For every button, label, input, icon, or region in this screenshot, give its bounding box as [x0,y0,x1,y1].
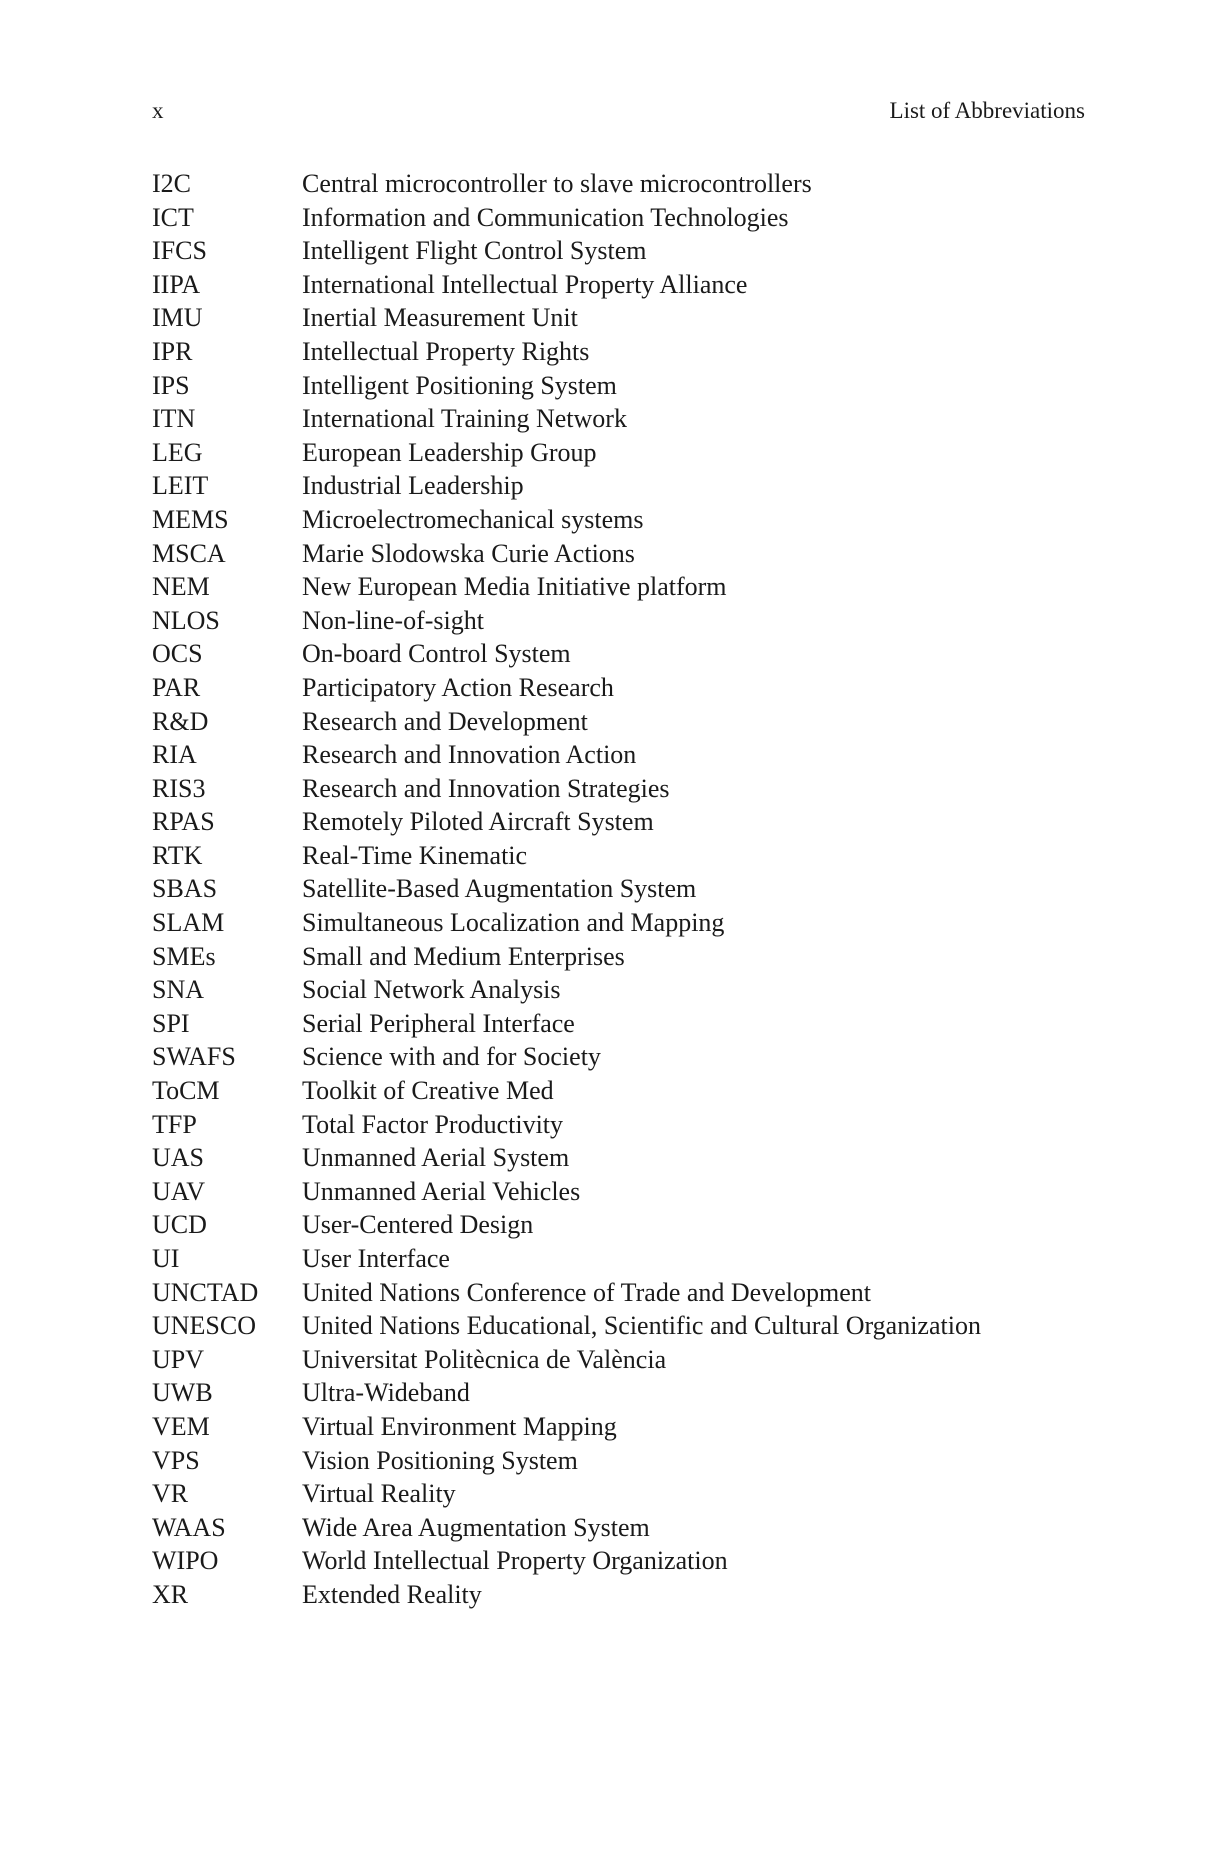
abbreviation-definition: Simultaneous Localization and Mapping [302,908,725,938]
section-title: List of Abbreviations [889,98,1085,123]
abbreviation-definition: Research and Innovation Strategies [302,773,670,803]
abbreviation-term: SBAS [152,874,218,904]
abbreviation-term: LEIT [152,471,209,501]
abbreviation-term: IMU [152,303,203,333]
abbreviation-row [152,772,1085,806]
abbreviation-row [152,1477,1085,1511]
abbreviation-term: ICT [152,202,194,232]
abbreviation-term: TFP [152,1109,197,1139]
abbreviation-definition: Remotely Piloted Aircraft System [302,807,654,837]
abbreviation-term: UAV [152,1176,205,1206]
abbreviation-term: OCS [152,639,203,669]
abbreviation-term: MEMS [152,504,229,534]
abbreviation-definition: On-board Control System [302,639,571,669]
abbreviation-row [152,1444,1085,1478]
abbreviation-term: IFCS [152,236,207,266]
abbreviation-row [152,973,1085,1007]
abbreviation-definition: Marie Slodowska Curie Actions [302,538,635,568]
abbreviation-term: XR [152,1579,189,1609]
abbreviation-definition: Research and Innovation Action [302,740,637,770]
abbreviation-term: RIS3 [152,773,206,803]
abbreviation-row [152,705,1085,739]
abbreviation-term: R&D [152,706,209,736]
abbreviation-definition: World Intellectual Property Organization [302,1546,728,1576]
abbreviation-term: SNA [152,975,205,1005]
abbreviation-term: ITN [152,404,196,434]
abbreviation-definition: Real-Time Kinematic [302,840,528,870]
abbreviation-row [152,1208,1085,1242]
abbreviation-definition: Science with and for Society [302,1042,601,1072]
abbreviation-row [152,369,1085,403]
abbreviation-term: SPI [152,1008,190,1038]
abbreviation-row [152,537,1085,571]
abbreviation-term: UWB [152,1378,213,1408]
abbreviation-row [152,940,1085,974]
abbreviation-row [152,234,1085,268]
abbreviation-definition: Industrial Leadership [302,471,524,501]
abbreviation-definition: Satellite-Based Augmentation System [302,874,697,904]
abbreviation-definition: Virtual Reality [302,1479,456,1509]
abbreviation-row [152,1276,1085,1310]
abbreviation-list [152,167,1085,1612]
abbreviation-term: RTK [152,840,203,870]
abbreviation-term: VPS [152,1445,200,1475]
abbreviation-row [152,1040,1085,1074]
abbreviation-definition: Toolkit of Creative Med [302,1076,554,1106]
abbreviation-definition: Ultra-Wideband [302,1378,470,1408]
abbreviation-row [152,805,1085,839]
abbreviation-definition: Research and Development [302,706,588,736]
abbreviation-term: IPR [152,336,193,366]
abbreviation-term: LEG [152,437,203,467]
abbreviation-term: NLOS [152,605,220,635]
abbreviation-row [152,1511,1085,1545]
abbreviation-term: WIPO [152,1546,219,1576]
abbreviation-row [152,671,1085,705]
abbreviation-row [152,839,1085,873]
abbreviation-definition: Total Factor Productivity [302,1109,564,1139]
abbreviation-row [152,1410,1085,1444]
abbreviation-row [152,1578,1085,1612]
abbreviation-definition: Information and Communication Technologies [302,202,789,232]
abbreviation-term: UI [152,1244,180,1273]
abbreviation-term: SWAFS [152,1042,236,1072]
abbreviation-term: ToCM [152,1076,220,1106]
abbreviation-definition: Intelligent Flight Control System [302,236,647,266]
abbreviation-definition: Virtual Environment Mapping [302,1411,617,1441]
abbreviation-definition: Social Network Analysis [302,975,561,1005]
abbreviation-definition: International Training Network [302,404,627,434]
abbreviation-term: UNESCO [152,1311,257,1341]
abbreviation-row [152,1007,1085,1041]
abbreviation-term: WAAS [152,1512,226,1542]
abbreviation-definition: International Intellectual Property Alliance [302,269,748,299]
abbreviation-term: I2C [152,169,191,198]
abbreviation-term: NEM [152,572,210,602]
abbreviation-definition: User Interface [302,1244,450,1273]
abbreviation-term: RPAS [152,807,215,837]
abbreviation-term: UAS [152,1143,205,1173]
abbreviation-definition: Wide Area Augmentation System [302,1512,650,1542]
abbreviation-definition: Microelectromechanical systems [302,504,644,534]
abbreviation-row [152,402,1085,436]
abbreviation-term: UCD [152,1210,207,1240]
abbreviation-definition: Intellectual Property Rights [302,336,590,366]
abbreviation-row [152,268,1085,302]
abbreviation-row [152,301,1085,335]
abbreviation-definition: Participatory Action Research [302,672,614,702]
abbreviation-row [152,167,1085,201]
abbreviation-row [152,436,1085,470]
abbreviation-row [152,604,1085,638]
abbreviation-row [152,637,1085,671]
abbreviation-term: SMEs [152,941,216,971]
abbreviation-definition: Extended Reality [302,1579,482,1609]
abbreviation-definition: Inertial Measurement Unit [302,303,578,333]
abbreviation-row [152,738,1085,772]
abbreviation-row [152,872,1085,906]
abbreviation-definition: United Nations Conference of Trade and Development [302,1277,871,1307]
abbreviation-row [152,1309,1085,1343]
running-head [152,98,1085,128]
abbreviation-term: IPS [152,370,190,400]
abbreviation-definition: Universitat Politècnica de València [302,1344,667,1374]
abbreviation-definition: Unmanned Aerial System [302,1143,570,1173]
abbreviation-term: UNCTAD [152,1277,259,1307]
abbreviation-definition: New European Media Initiative platform [302,572,727,602]
page-number: x [152,98,164,123]
abbreviation-term: PAR [152,672,201,702]
abbreviation-definition: Vision Positioning System [302,1445,578,1475]
abbreviation-definition: Central microcontroller to slave microcontrollers [302,169,812,198]
abbreviation-row [152,1074,1085,1108]
abbreviation-row [152,906,1085,940]
abbreviation-term: VEM [152,1411,210,1441]
abbreviation-row [152,1544,1085,1578]
abbreviation-definition: Intelligent Positioning System [302,370,617,400]
abbreviation-row [152,201,1085,235]
abbreviation-row [152,1108,1085,1142]
abbreviation-row [152,1141,1085,1175]
abbreviation-definition: Small and Medium Enterprises [302,941,625,971]
abbreviation-term: SLAM [152,908,225,938]
abbreviation-row [152,335,1085,369]
abbreviation-definition: European Leadership Group [302,437,597,467]
abbreviation-row [152,1376,1085,1410]
abbreviation-term: RIA [152,740,197,770]
abbreviation-term: UPV [152,1344,205,1374]
abbreviation-definition: United Nations Educational, Scientific and Cultural Organization [302,1311,981,1341]
abbreviation-definition: Unmanned Aerial Vehicles [302,1176,581,1206]
abbreviation-term: VR [152,1479,189,1509]
abbreviation-row [152,469,1085,503]
abbreviation-term: IIPA [152,269,201,299]
abbreviation-definition: User-Centered Design [302,1210,534,1240]
abbreviation-definition: Non-line-of-sight [302,605,484,635]
abbreviation-row [152,570,1085,604]
abbreviation-term: MSCA [152,538,226,568]
abbreviation-row [152,503,1085,537]
abbreviation-row [152,1343,1085,1377]
abbreviation-definition: Serial Peripheral Interface [302,1008,575,1038]
abbreviation-row [152,1242,1085,1276]
abbreviation-row [152,1175,1085,1209]
